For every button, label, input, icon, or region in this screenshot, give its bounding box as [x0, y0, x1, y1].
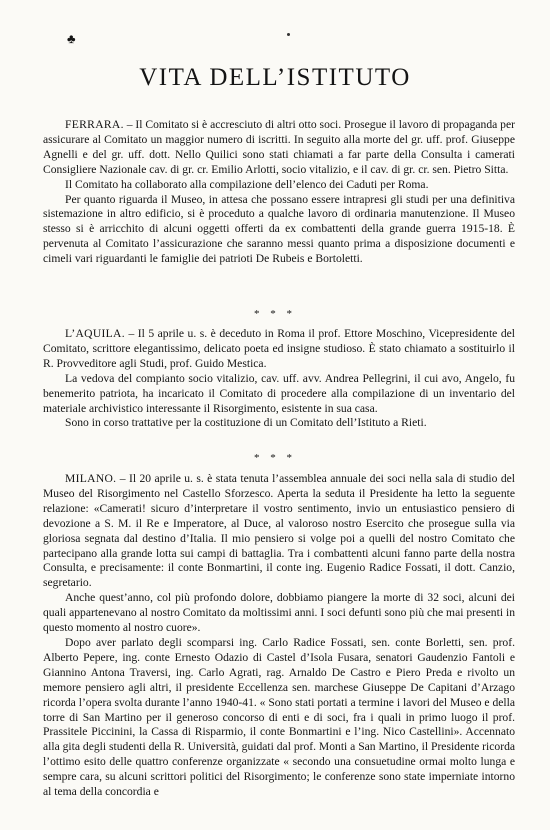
paragraph: Sono in corso trattative per la costituzione di un Comitato dell’Istituto a Rieti. [65, 416, 427, 430]
section-laquila [43, 327, 515, 431]
section-ferrara [43, 118, 515, 267]
paragraph-text: – Il 20 aprile u. s. è stata tenuta l’assemblea annuale dei soci nella sala di studio del Museo del Risorgimento nel Castello Sforzesco. Aperta la seduta il Presidente ha letto la seguente relazione: «Camerati! sicuro d’interpretare il vostro sentimento, invio un entusiastico pensiero di devozione a S. M. il Re e Imperatore, al Duce, al valoroso nostro Esercito che prosegue sulla via gloriosa segnata dal destino d’Italia. Il mio pensiero si volge poi a quelli del nostro Comitato che partecipano alla grande lotta sui campi di battaglia. Tra i combattenti alcuni fanno parte della nostra Consulta, e precisamente: il conte Bonmartini, il conte ing. Eugenio Radice Fossati, il dott. Canzio, segretario. [43, 472, 515, 590]
ink-dot [287, 33, 290, 36]
paragraph: Dopo aver parlato degli scomparsi ing. Carlo Radice Fossati, sen. conte Borletti, sen. prof. Alberto Pepere, ing. conte Ernesto Odazio di Castel d’Isola Fusara, senatori Gaudenzio Fantoli e Giannino Antona Traversi, ing. Carlo Agrati, rag. Arnaldo De Castro e Piero Preda e rivolto un memore pensiero agli altri, il presidente Eccellenza sen. marchese Giuseppe De Capitani d’Arzago ricorda l’opera svolta durante l’anno 1940-41. « Sono stati portati a termine i lavori del Museo e della torre di San Martino per il generoso concorso di enti e di soci, fra i quali in primo luogo il prof. Prassitele Piccinini, la Cassa di Risparmio, il conte Bonmartini e l’ing. Nico Castellini». Accennato alla gita degli studenti della R. Università, guidati dal prof. Monti a San Martino, il Presidente ricorda l’ottimo esito delle quattro conferenze organizzate « secondo una consuetudine ormai molto lunga e sempre cara, su alcuni scrittori politici del Risorgimento; le conferenze sono state imperniate intorno al tema della concordia e [43, 635, 516, 799]
place-name: FERRARA. [65, 118, 124, 131]
paragraph [43, 472, 515, 591]
paragraph [43, 118, 515, 178]
paragraph: La vedova del compianto socio vitalizio, cav. uff. avv. Andrea Pellegrini, il cui avo, Angelo, fu benemerito patriota, ha incaricato il Comitato di procedere alla compilazione di un inventario del materiale archivistico interessante il Risorgimento, esistente in sua casa. [43, 371, 515, 415]
page-title: VITA DELL’ISTITUTO [139, 64, 411, 91]
paragraph [43, 327, 515, 372]
place-name: MILANO. [65, 472, 117, 485]
paragraph: Il Comitato ha collaborato alla compilazione dell’elenco dei Caduti per Roma. [65, 177, 429, 191]
paragraph-text: – Il 5 aprile u. s. è deceduto in Roma il prof. Ettore Moschino, Vicepresidente del Comitato, scrittore elegantissimo, delicato poeta ed insigne studioso. È stato chiamato a sostituirlo il R. Provveditore agli Studi, prof. Guido Mestica. [43, 327, 515, 370]
paragraph: Per quanto riguarda il Museo, in attesa che possano essere intrapresi gli studi per una definitiva sistemazione in altro edificio, si è proceduto a qualche lavoro di ordinaria manutenzione. Il Museo stesso si è arricchito di alcuni oggetti offerti da ex combattenti della grande guerra 1915-18. È pervenuta al Comitato l’assicurazione che saranno messi quanto prima a disposizione documenti e cimeli vari riguardanti le famiglie dei patrioti De Rubeis e Bortoletti. [43, 192, 515, 266]
section-milano [43, 472, 515, 800]
section-separator: * * * [254, 452, 296, 464]
paragraph: Anche quest’anno, col più profondo dolore, dobbiamo piangere la morte di 32 soci, alcuni dei quali appartenevano al nostro Comitato da moltissimi anni. I soci defunti sono più che mai presenti in questo momento al nostro cuore». [43, 591, 515, 635]
section-separator: * * * [254, 308, 296, 320]
ornament-mark: ♣ [67, 31, 76, 46]
place-name: L’AQUILA. [65, 327, 125, 340]
paragraph-text: – Il Comitato si è accresciuto di altri otto soci. Prosegue il lavoro di propaganda per assicurare al Comitato un maggior numero di iscritti. In seguito alla morte del gr. uff. prof. Giuseppe Agnelli e del gr. uff. dott. Nello Quilici sono stati chiamati a far parte della Consulta i camerati Consigliere Nazionale cav. di gr. cr. Emilio Arlotti, socio vitalizio, e il cav. di gr. cr. sen. Pietro Sitta. [43, 118, 515, 176]
